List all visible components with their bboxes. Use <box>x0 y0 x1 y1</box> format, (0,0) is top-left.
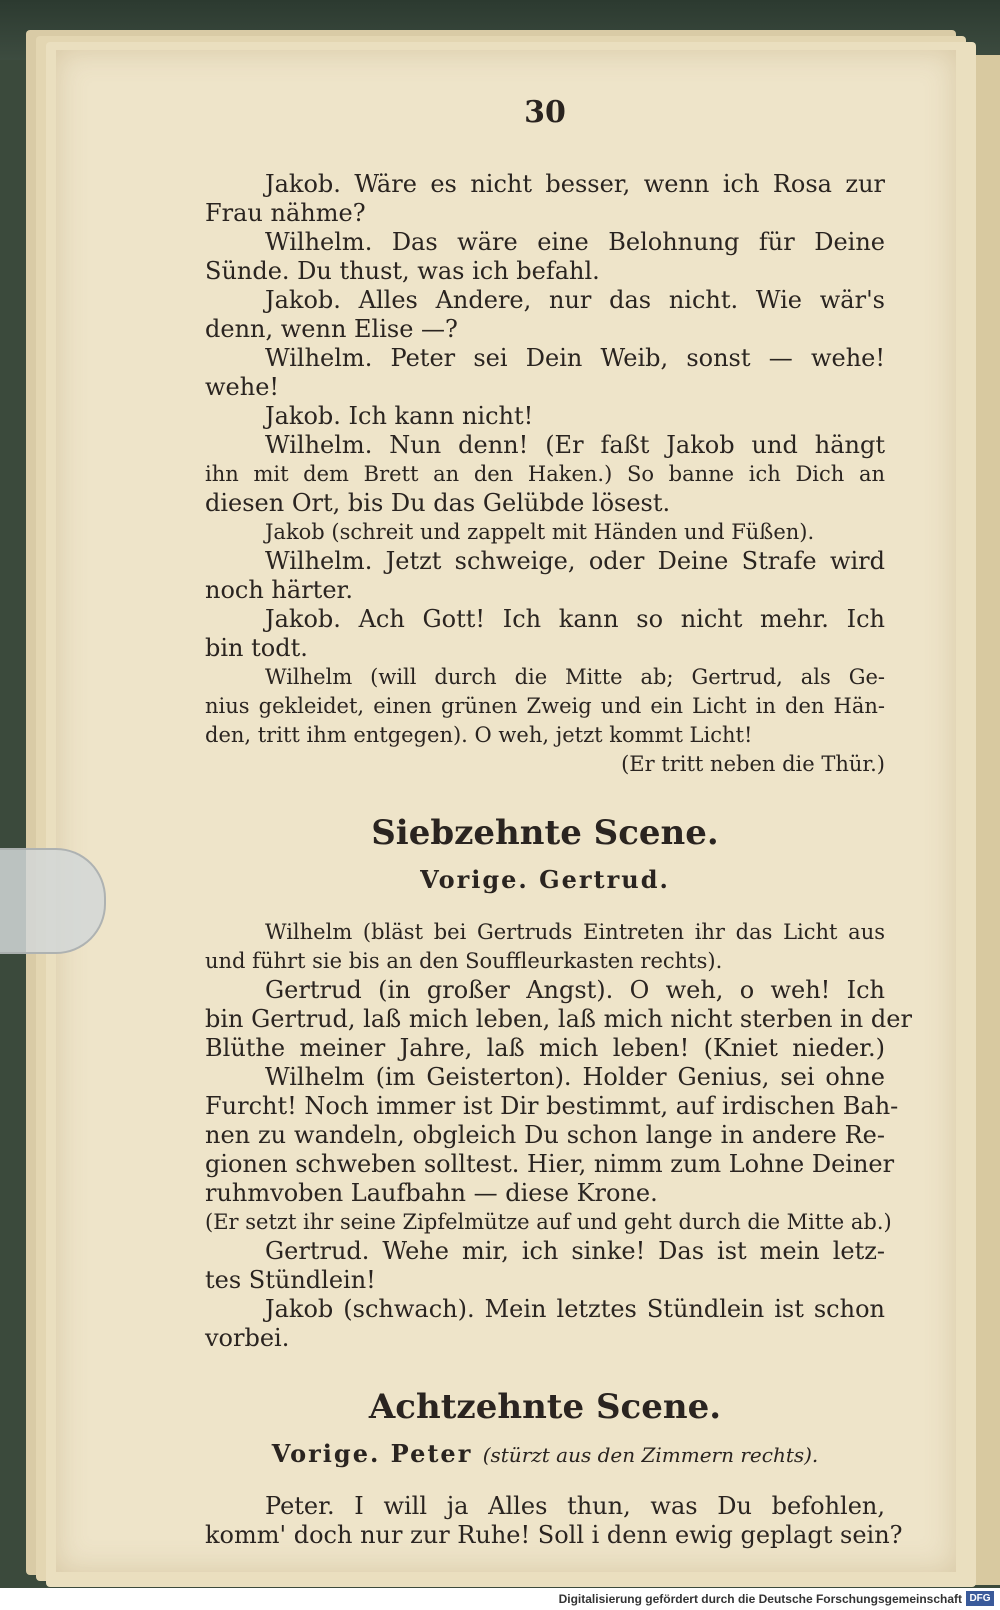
text-line: Peter. I will ja Alles thun, was Du befohlen, <box>265 1492 885 1520</box>
text-line: Furcht! Noch immer ist Dir bestimmt, auf irdischen Bah- <box>205 1092 899 1120</box>
dialogue-block-1 <box>205 170 885 779</box>
text-line: nen zu wandeln, obgleich Du schon lange in andere Re- <box>205 1121 885 1149</box>
stage-direction: (Er tritt neben die Thür.) <box>621 752 885 776</box>
text-line: gionen schweben solltest. Hier, nimm zum Lohne Deiner <box>205 1150 895 1178</box>
text-line: bin Gertrud, laß mich leben, laß mich nicht sterben in der <box>205 1005 912 1033</box>
text-line: Wilhelm (im Geisterton). Holder Genius, sei ohne <box>265 1063 885 1091</box>
text-line: Gertrud (in großer Angst). O weh, o weh! Ich <box>265 976 885 1004</box>
text-line: noch härter. <box>205 576 353 604</box>
text-line: Wilhelm. Nun denn! (Er faßt Jakob und hängt <box>265 431 885 459</box>
text-line: den, tritt ihm entgegen). O weh, jetzt kommt Licht! <box>205 723 753 747</box>
scene-title: Achtzehnte Scene. <box>368 1387 722 1427</box>
text-line: ruhmvoben Laufbahn — diese Krone. <box>205 1179 658 1207</box>
page-clip <box>0 848 106 954</box>
text-line: Jakob. Alles Andere, nur das nicht. Wie wär's <box>265 286 885 314</box>
text-line: ihn mit dem Brett an den Haken.) So banne ich Dich an <box>205 462 885 486</box>
text-line: und führt sie bis an den Souffleurkasten rechts). <box>205 949 723 973</box>
text-line: Jakob. Ach Gott! Ich kann so nicht mehr. Ich <box>265 605 885 633</box>
text-line: Wilhelm (bläst bei Gertruds Eintreten ihr das Licht aus <box>265 920 885 944</box>
text-line: Wilhelm. Das wäre eine Belohnung für Deine <box>265 228 885 256</box>
text-line: wehe! <box>205 373 280 401</box>
text-line: nius gekleidet, einen grünen Zweig und ein Licht in den Hän- <box>205 694 885 718</box>
text-line: denn, wenn Elise —? <box>205 315 458 343</box>
text-line: Wilhelm. Peter sei Dein Weib, sonst — wehe! <box>265 344 885 372</box>
text-line: Gertrud. Wehe mir, ich sinke! Das ist mein letz- <box>265 1237 885 1265</box>
text-line: Wilhelm (will durch die Mitte ab; Gertrud, als Ge- <box>265 665 885 689</box>
text-line: vorbei. <box>205 1324 290 1352</box>
footer-credit: Digitalisierung gefördert durch die Deutsche Forschungsgemeinschaft <box>558 1592 962 1606</box>
scene-title: Siebzehnte Scene. <box>371 813 719 853</box>
text-line: Jakob (schwach). Mein letztes Stündlein ist schon <box>265 1295 885 1323</box>
text-line: Sünde. Du thust, was ich befahl. <box>205 257 600 285</box>
page-content <box>205 95 912 1550</box>
scene-characters-names: Vorige. Peter <box>271 1439 473 1468</box>
page-number: 30 <box>524 95 566 130</box>
dialogue-block-2 <box>205 918 912 1353</box>
text-line: Jakob (schreit und zappelt mit Händen und Füßen). <box>265 520 815 544</box>
text-line: Jakob. Ich kann nicht! <box>265 402 534 430</box>
scene-characters-direction: (stürzt aus den Zimmern rechts). <box>482 1443 819 1467</box>
stage-direction: (Er setzt ihr seine Zipfelmütze auf und geht durch die Mitte ab.) <box>205 1210 892 1234</box>
text-line: Blüthe meiner Jahre, laß mich leben! (Kniet nieder.) <box>205 1034 885 1062</box>
text-line: Jakob. Wäre es nicht besser, wenn ich Rosa zur <box>265 170 885 198</box>
text-line: Wilhelm. Jetzt schweige, oder Deine Strafe wird <box>265 547 885 575</box>
text-line: diesen Ort, bis Du das Gelübde lösest. <box>205 489 671 517</box>
scene-characters: Vorige. Gertrud. <box>420 865 670 894</box>
text-line: bin todt. <box>205 634 308 662</box>
scene-characters <box>205 1439 885 1468</box>
text-line: tes Stündlein! <box>205 1266 376 1294</box>
text-line: Frau nähme? <box>205 199 366 227</box>
text-line: komm' doch nur zur Ruhe! Soll i denn ewig geplagt sein? <box>205 1521 903 1549</box>
dfg-logo-icon: DFG <box>966 1591 994 1606</box>
dialogue-block-3 <box>205 1492 903 1550</box>
